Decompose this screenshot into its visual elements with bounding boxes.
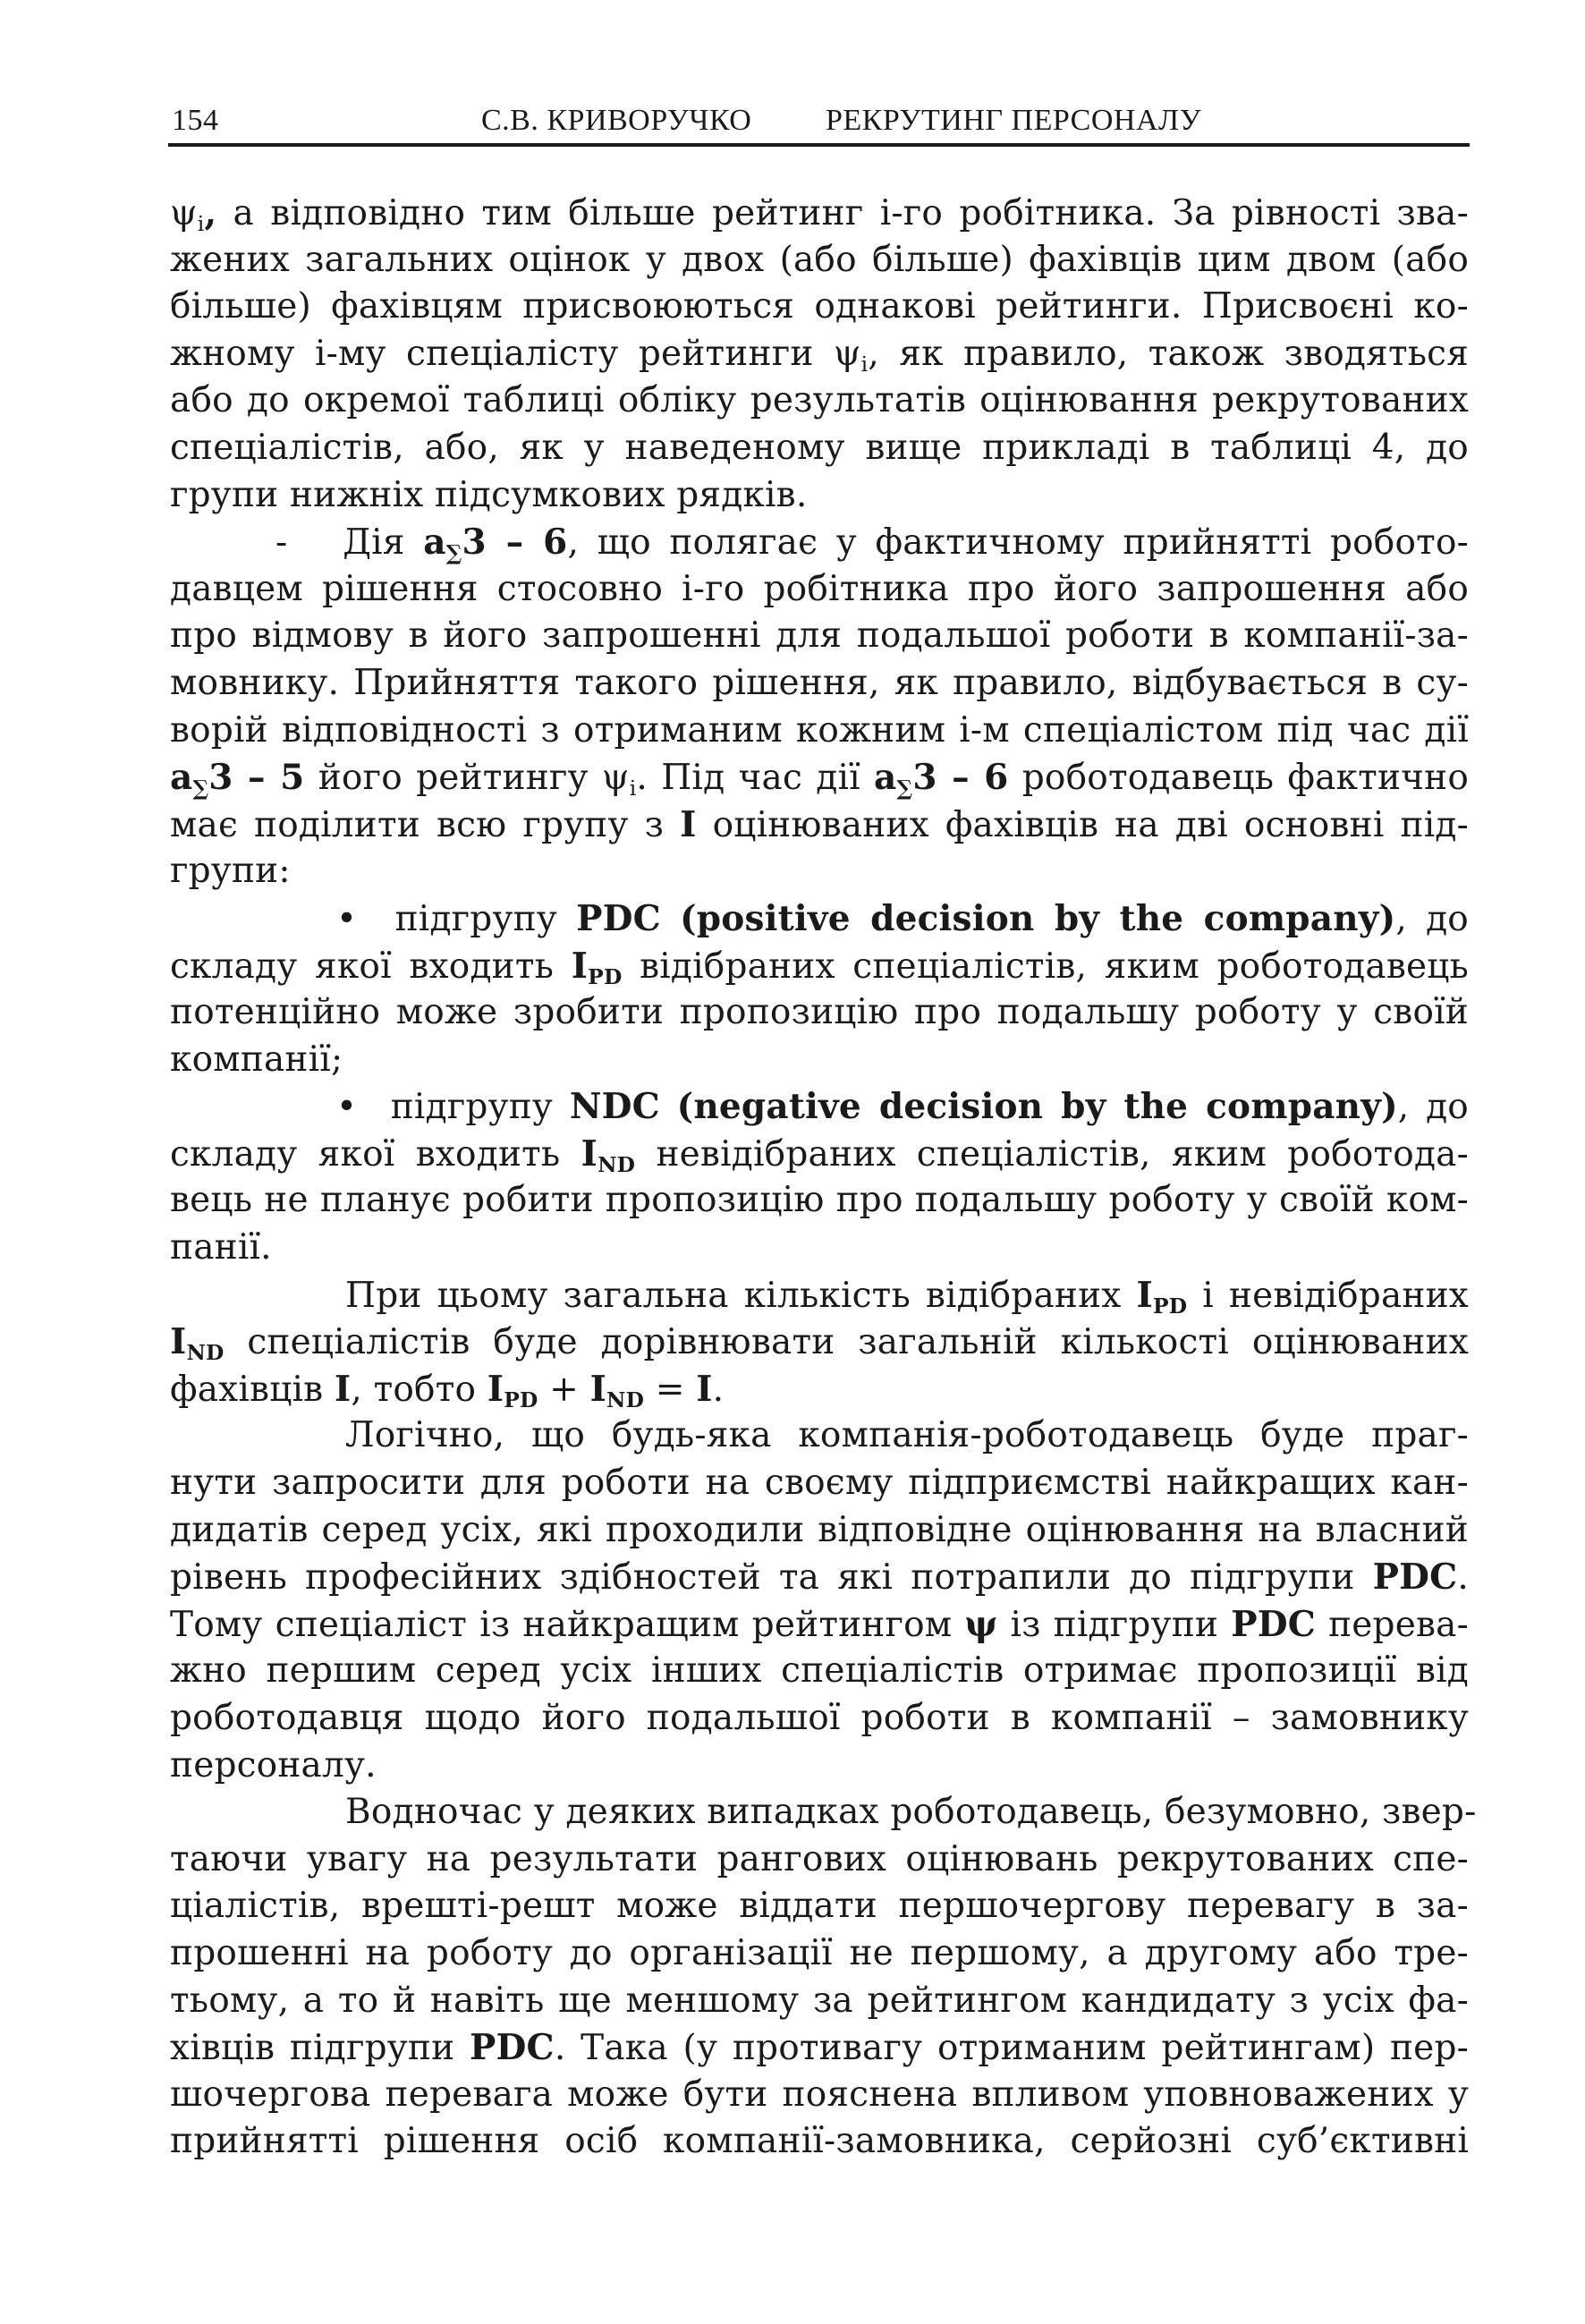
body-text	[170, 190, 1477, 2166]
text-line: тьому, а то й навіть ще меншому за рейтингом кандидату з усіх фа-	[170, 1980, 1469, 2021]
text-line: дидатів серед усіх, які проходили відповідне оцінювання на власний	[170, 1509, 1469, 1550]
header-author: С.В. КРИВОРУЧКО	[481, 104, 752, 137]
text-line: Тому спеціаліст із найкращим рейтингом ψ із підгрупи PDC перева-	[170, 1603, 1469, 1645]
psi-symbol: ψ	[170, 193, 198, 233]
text-line: потенційно може зробити пропозицію про подальшу роботу у своїй	[170, 992, 1469, 1033]
text-line: Логічно, що будь-яка компанія-роботодавець буде праг-	[345, 1415, 1469, 1456]
text-line: фахівців I, тобто $I_{PD} + I_{ND} = I$.	[170, 1368, 725, 1412]
text-line: $\psi_i$, а відповідно тим більше рейтинг і-го робітника. За рівності зва-	[170, 192, 1469, 237]
text-line: складу якої входить $I_{PD}$ відібраних спеціалістів, яким роботодавець	[170, 945, 1469, 989]
text-line: жених загальних оцінок у двох (або більше) фахівців цим двом (або	[170, 239, 1469, 280]
text-line: більше) фахівцям присвоюються однакові рейтинги. Присвоєні ко-	[170, 286, 1469, 327]
text-line: нути запросити для роботи на своєму підприємстві найкращих кан-	[170, 1463, 1469, 1504]
list-item: • підгрупу PDC (positive decision by the company), до	[336, 897, 1469, 939]
text-line: або до окремої таблиці обліку результатів оцінювання рекрутованих	[170, 380, 1469, 421]
bullet-icon: •	[336, 898, 358, 939]
text-line: мовнику. Прийняття такого рішення, як правило, відбувається в су-	[170, 662, 1469, 703]
text-line: ворій відповідності з отриманим кожним і-м спеціалістом під час дії	[170, 709, 1469, 751]
text-line: рівень професійних здібностей та які потрапили до підгрупи PDC.	[170, 1556, 1469, 1599]
text-line: $I_{ND}$ спеціалістів буде дорівнювати загальній кількості оцінюваних	[170, 1321, 1469, 1366]
text-line: про відмову в його запрошенні для подальшої роботи в компанії-за-	[170, 615, 1469, 657]
text-line: складу якої входить $I_{ND}$ невідібраних спеціалістів, яким роботода-	[170, 1132, 1469, 1177]
list-item: • підгрупу NDC (negative decision by the company), до	[336, 1086, 1469, 1128]
text-line: прошенні на роботу до організації не першому, а другому або тре-	[170, 1932, 1469, 1973]
text-line: має поділити всю групу з I оцінюваних фахівців на дві основні під-	[170, 803, 1469, 845]
text-line: персоналу.	[170, 1744, 377, 1785]
text-line: Водночас у деяких випадках роботодавець, безумовно, звер-	[345, 1792, 1477, 1833]
text-line: $a_\sum 3 - 5$ його рейтингу $\psi_i$. Під час дії $a_\sum 3 - 6$ роботодавець фактично	[170, 757, 1470, 802]
text-line: вець не планує робити пропозицію про подальшу роботу у своїй ком-	[170, 1180, 1469, 1221]
text-line: роботодавця щодо його подальшої роботи в компанії – замовнику	[170, 1698, 1469, 1738]
text-line: прийнятті рішення осіб компанії-замовника, серйозні суб’єктивні	[170, 2121, 1469, 2162]
text-line: шочергова перевага може бути пояснена впливом уповноважених у	[170, 2074, 1469, 2115]
text-line: жному і-му спеціалісту рейтинги $\psi_i$, як правило, також зводяться	[170, 333, 1469, 377]
text-line: спеціалістів, або, як у наведеному вище прикладі в таблиці 4, до	[170, 427, 1469, 468]
text-line: давцем рішення стосовно і-го робітника про його запрошення або	[170, 568, 1469, 609]
list-dash: -	[275, 522, 288, 564]
text-line: таючи увагу на результати рангових оцінювань рекрутованих спе-	[170, 1838, 1469, 1879]
text-line: групи нижніх підсумкових рядків.	[170, 474, 808, 515]
text-line: жно першим серед усіх інших спеціалістів отримає пропозиції від	[170, 1650, 1469, 1692]
text-line: компанії;	[170, 1039, 343, 1080]
header-book-title: РЕКРУТИНГ ПЕРСОНАЛУ	[826, 104, 1202, 137]
text-line: групи:	[170, 851, 291, 892]
bullet-icon: •	[336, 1087, 358, 1128]
text-line: панії.	[170, 1227, 272, 1268]
running-header	[168, 97, 1470, 147]
text-line: - Дія $a_\sum 3 - 6$, що полягає у фактичному прийнятті робото-	[275, 522, 1470, 566]
text-line: ціалістів, врешті-решт може віддати першочергову перевагу в за-	[170, 1886, 1469, 1927]
text-line: хівців підгрупи PDC. Така (у противагу отриманим рейтингам) пер-	[170, 2027, 1470, 2069]
page-number: 154	[172, 104, 219, 137]
text-line: При цьому загальна кількість відібраних $I_{PD}$ і невідібраних	[345, 1274, 1469, 1319]
